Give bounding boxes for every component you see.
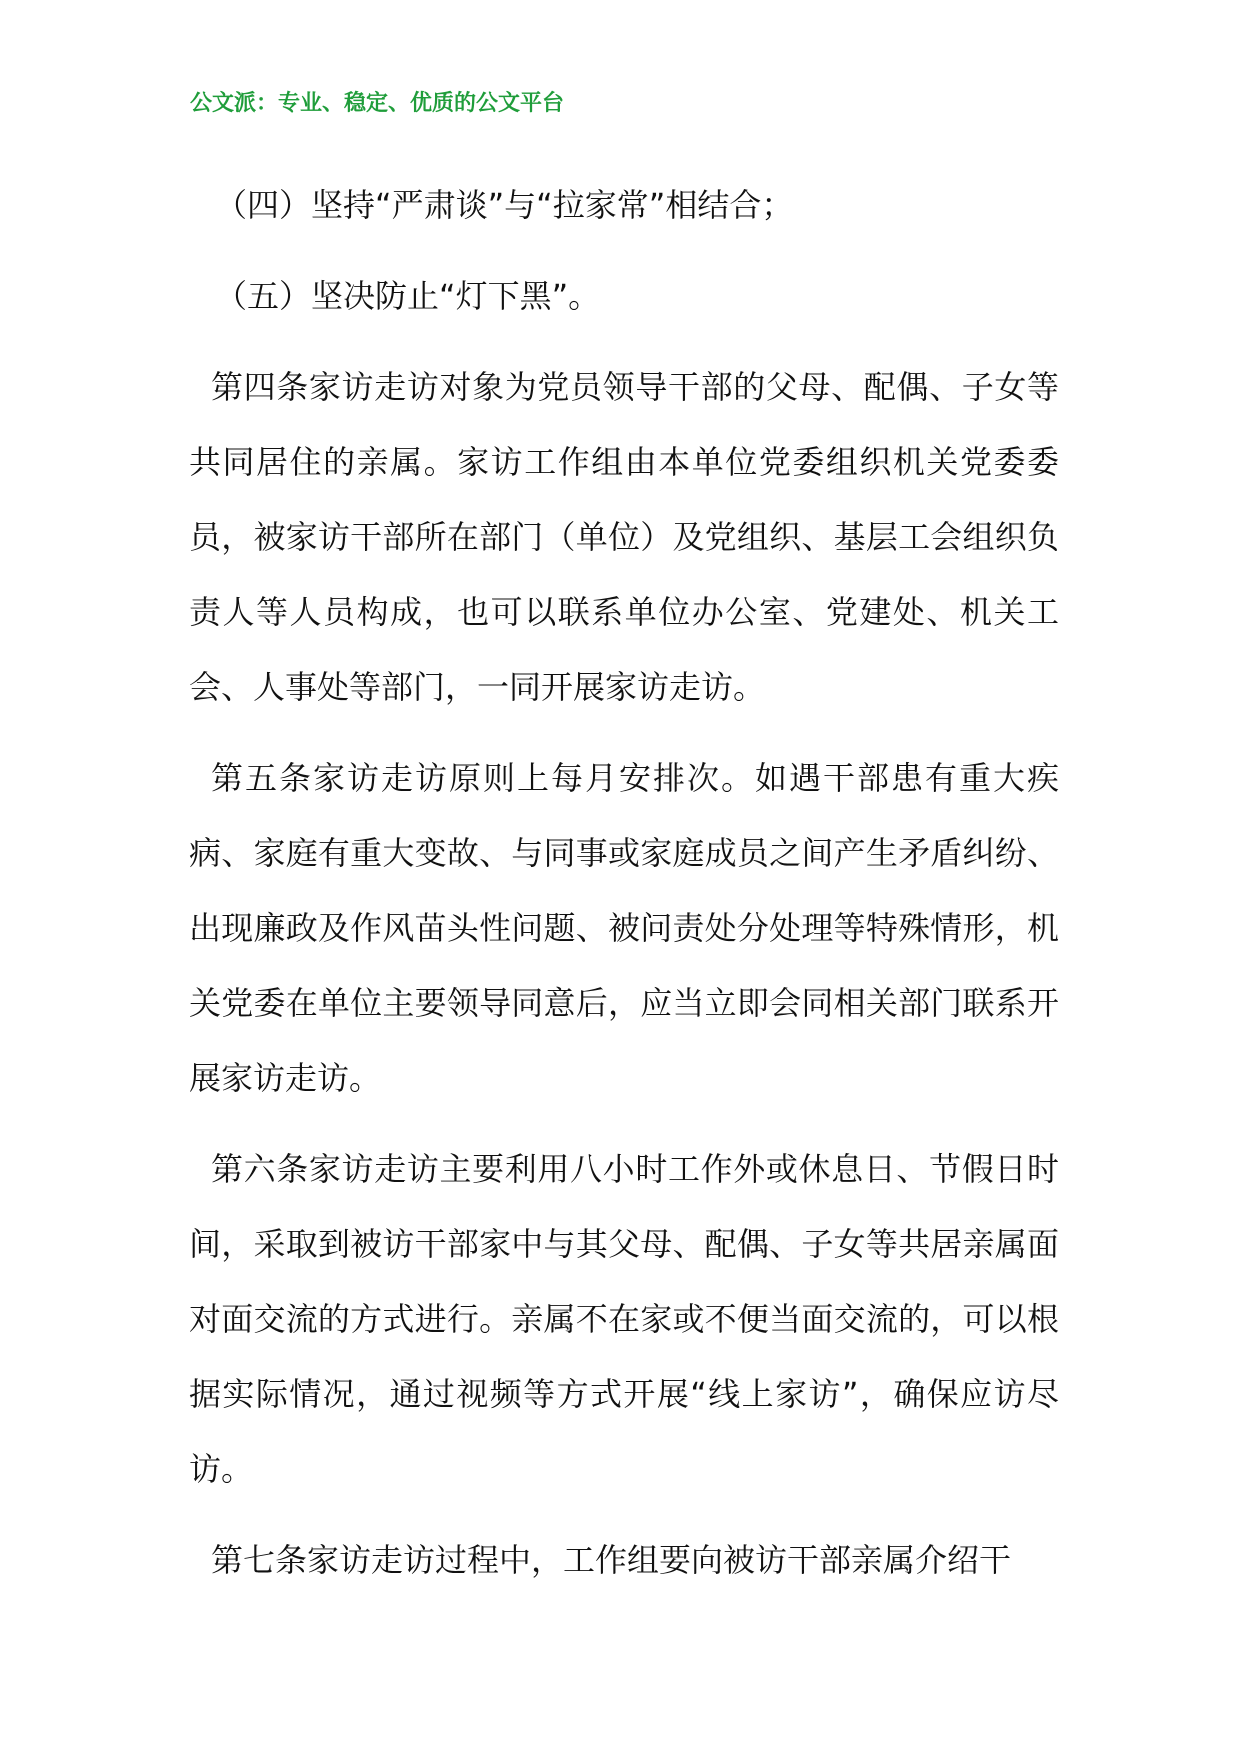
list-item-four: （四）坚持“严肃谈”与“拉家常”相结合； <box>215 186 794 224</box>
site-header: 公文派：专业、稳定、优质的公文平台 <box>190 91 565 116</box>
article-four-paragraph: 第四条家访走访对象为党员领导干部的父母、配偶、子女等共同居住的亲属。家访工作组由本单位党委组织机关党委委员，被家访干部所在部门（单位）及党组织、基层工会组织负责人等人员构成，也可以联系单位办公室、党建处、机关工会、人事处等部门，一同开展家访走访。 <box>189 368 1059 706</box>
list-item-five: （五）坚决防止“灯下黑”。 <box>215 277 601 315</box>
article-five-paragraph: 第五条家访走访原则上每月安排次。如遇干部患有重大疾病、家庭有重大变故、与同事或家庭成员之间产生矛盾纠纷、出现廉政及作风苗头性问题、被问责处分处理等特殊情形，机关党委在单位主要领导同意后，应当立即会同相关部门联系开展家访走访。 <box>189 759 1059 1097</box>
article-six-paragraph: 第六条家访走访主要利用八小时工作外或休息日、节假日时间，采取到被访干部家中与其父母、配偶、子女等共居亲属面对面交流的方式进行。亲属不在家或不便当面交流的，可以根据实际情况，通过视频等方式开展“线上家访”，确保应访尽访。 <box>189 1150 1059 1488</box>
article-seven-paragraph: 第七条家访走访过程中，工作组要向被访干部亲属介绍干 <box>211 1541 1012 1579</box>
document-body <box>189 168 1059 1614</box>
